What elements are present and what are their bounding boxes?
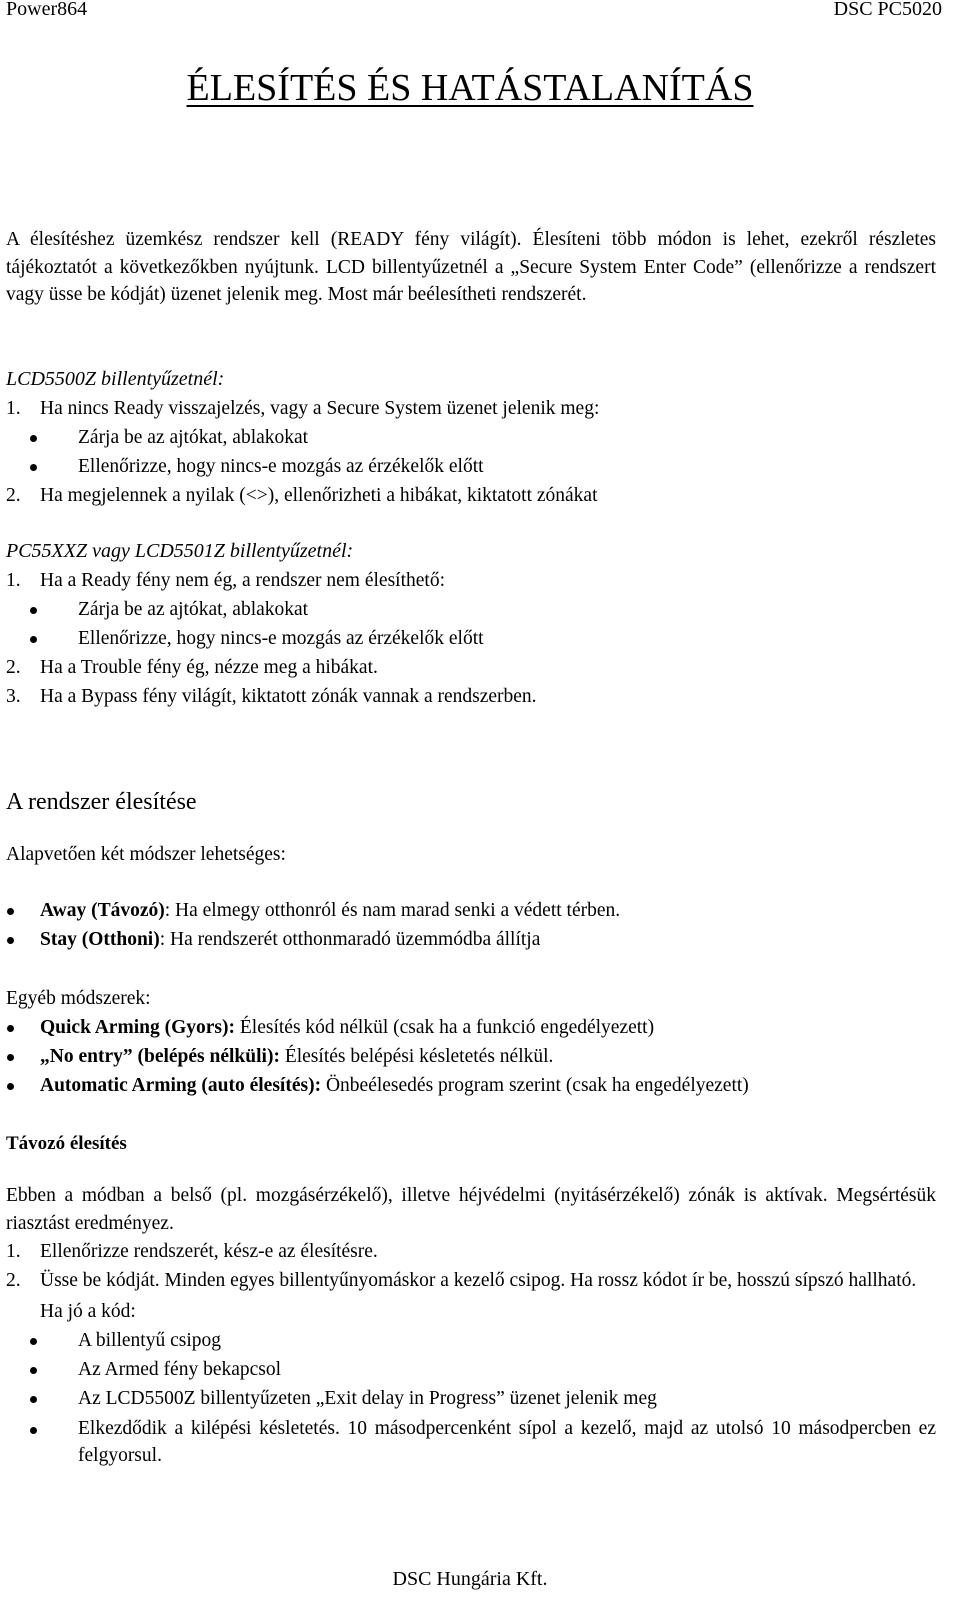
bullet-item xyxy=(6,1355,936,1384)
bullet-icon xyxy=(7,908,14,915)
item-number: 2. xyxy=(6,657,21,678)
list-item xyxy=(6,682,936,711)
arming-other: Egyéb módszerek: xyxy=(6,988,151,1009)
bullet-item xyxy=(6,896,936,925)
item-number: 2. xyxy=(6,1270,21,1291)
away-text: : Ha elmegy otthonról és nam marad senki a védett térben. xyxy=(164,900,621,921)
bullet-icon xyxy=(30,1338,37,1345)
item-text: Ha a Trouble fény ég, nézze meg a hibákat. xyxy=(40,657,378,678)
item-number: 1. xyxy=(6,570,21,591)
bullet-item xyxy=(6,1071,936,1100)
bullet-text: Elkezdődik a kilépési késletetés. 10 másodpercenként sípol a kezelő, majd az utolsó 10 másodpercben ez felgyorsul. xyxy=(78,1417,936,1466)
bullet-icon xyxy=(7,1083,14,1090)
quick-label: Quick Arming (Gyors): xyxy=(40,1017,235,1038)
intro-paragraph: A élesítéshez üzemkész rendszer kell (READY fény világít). Élesíteni több módon is lehet, ezekről részletes tájékoztatót a következőkben nyújtunk. LCD billentyűzetnél a „Secure System Enter Code” (ellenőrizze a rendszert vagy üsse be kódját) üzenet jelenik meg. Most már beélesítheti rendszerét. xyxy=(6,229,936,305)
away-section-intro: Ebben a módban a belső (pl. mozgásérzékelő), illetve héjvédelmi (nyitásérzékelő) zónák is aktívak. Megsértésük riasztást eredményez. xyxy=(6,1185,936,1234)
auto-text: Önbeélesedés program szerint (csak ha engedélyezett) xyxy=(321,1075,749,1096)
list-item xyxy=(6,481,936,510)
item-number: 1. xyxy=(6,398,21,419)
good-code-label: Ha jó a kód: xyxy=(40,1300,136,1322)
noentry-label: „No entry” (belépés nélküli): xyxy=(40,1046,280,1067)
bullet-icon xyxy=(30,435,37,442)
header-left: Power864 xyxy=(6,0,88,20)
arming-basic: Alapvetően két módszer lehetséges: xyxy=(6,844,286,865)
bullet-icon xyxy=(7,937,14,944)
bullet-text: Ellenőrizze, hogy nincs-e mozgás az érzékelők előtt xyxy=(78,628,484,649)
bullet-icon xyxy=(7,1025,14,1032)
bullet-text: Zárja be az ajtókat, ablakokat xyxy=(78,599,309,620)
stay-text: : Ha rendszerét otthonmaradó üzemmódba állítja xyxy=(159,929,541,950)
basic-methods-list xyxy=(6,896,936,954)
bullet-text: Ellenőrizze, hogy nincs-e mozgás az érzékelők előtt xyxy=(78,456,484,477)
arming-heading: A rendszer élesítése xyxy=(6,789,197,815)
away-steps xyxy=(6,1237,936,1470)
away-label: Away (Távozó) xyxy=(40,900,165,921)
bullet-item xyxy=(6,1013,936,1042)
item-text: Ellenőrizze rendszerét, kész-e az élesítésre. xyxy=(40,1241,378,1262)
bullet-item xyxy=(6,423,936,452)
other-methods-list xyxy=(6,1013,936,1100)
item-text: Ha a Ready fény nem ég, a rendszer nem élesíthető: xyxy=(40,570,445,591)
noentry-text: Élesítés belépési késletetés nélkül. xyxy=(279,1046,554,1067)
auto-label: Automatic Arming (auto élesítés): xyxy=(40,1075,322,1096)
page-title: ÉLESÍTÉS ÉS HATÁSTALANÍTÁS xyxy=(186,67,754,109)
stay-label: Stay (Otthoni) xyxy=(40,929,160,950)
bullet-item xyxy=(6,624,936,653)
item-number: 1. xyxy=(6,1241,21,1262)
item-number: 3. xyxy=(6,686,21,707)
bullet-icon xyxy=(30,464,37,471)
list-item xyxy=(6,1267,936,1295)
list-item xyxy=(6,653,936,682)
bullet-item xyxy=(6,452,936,481)
pc55-section xyxy=(6,537,936,711)
bullet-item xyxy=(6,1326,936,1355)
bullet-item xyxy=(6,1415,936,1470)
quick-text: Élesítés kód nélkül (csak ha a funkció engedélyezett) xyxy=(235,1017,655,1038)
item-text: Üsse be kódját. Minden egyes billentyűnyomáskor a kezelő csipog. Ha rossz kódot ír be, hosszú sípszó hallható. xyxy=(40,1270,917,1291)
header-right: DSC PC5020 xyxy=(833,0,942,20)
lcd5500-heading: LCD5500Z billentyűzetnél: xyxy=(6,368,225,390)
bullet-icon xyxy=(30,1396,37,1403)
away-section-heading: Távozó élesítés xyxy=(6,1133,127,1154)
footer: DSC Hungária Kft. xyxy=(392,1568,548,1590)
list-item xyxy=(6,394,936,423)
bullet-item xyxy=(6,1042,936,1071)
bullet-item xyxy=(6,595,936,624)
bullet-text: Zárja be az ajtókat, ablakokat xyxy=(78,427,309,448)
item-text: Ha nincs Ready visszajelzés, vagy a Secure System üzenet jelenik meg: xyxy=(40,398,600,419)
bullet-item xyxy=(6,925,936,954)
bullet-item xyxy=(6,1384,936,1413)
bullet-text: Az Armed fény bekapcsol xyxy=(78,1358,282,1380)
list-item xyxy=(6,1237,936,1266)
bullet-icon xyxy=(30,636,37,643)
bullet-icon xyxy=(30,607,37,614)
item-text: Ha megjelennek a nyilak (<>), ellenőrizheti a hibákat, kiktatott zónákat xyxy=(40,485,598,506)
bullet-text: A billentyű csipog xyxy=(78,1329,221,1351)
bullet-icon xyxy=(30,1367,37,1374)
list-item xyxy=(6,566,936,595)
item-text: Ha a Bypass fény világít, kiktatott zónák vannak a rendszerben. xyxy=(40,686,537,707)
pc55-heading: PC55XXZ vagy LCD5501Z billentyűzetnél: xyxy=(6,540,354,562)
bullet-icon xyxy=(30,1427,37,1434)
item-number: 2. xyxy=(6,485,21,506)
lcd5500-section xyxy=(6,365,936,510)
bullet-icon xyxy=(7,1054,14,1061)
bullet-text: Az LCD5500Z billentyűzeten „Exit delay in Progress” üzenet jelenik meg xyxy=(78,1387,657,1409)
